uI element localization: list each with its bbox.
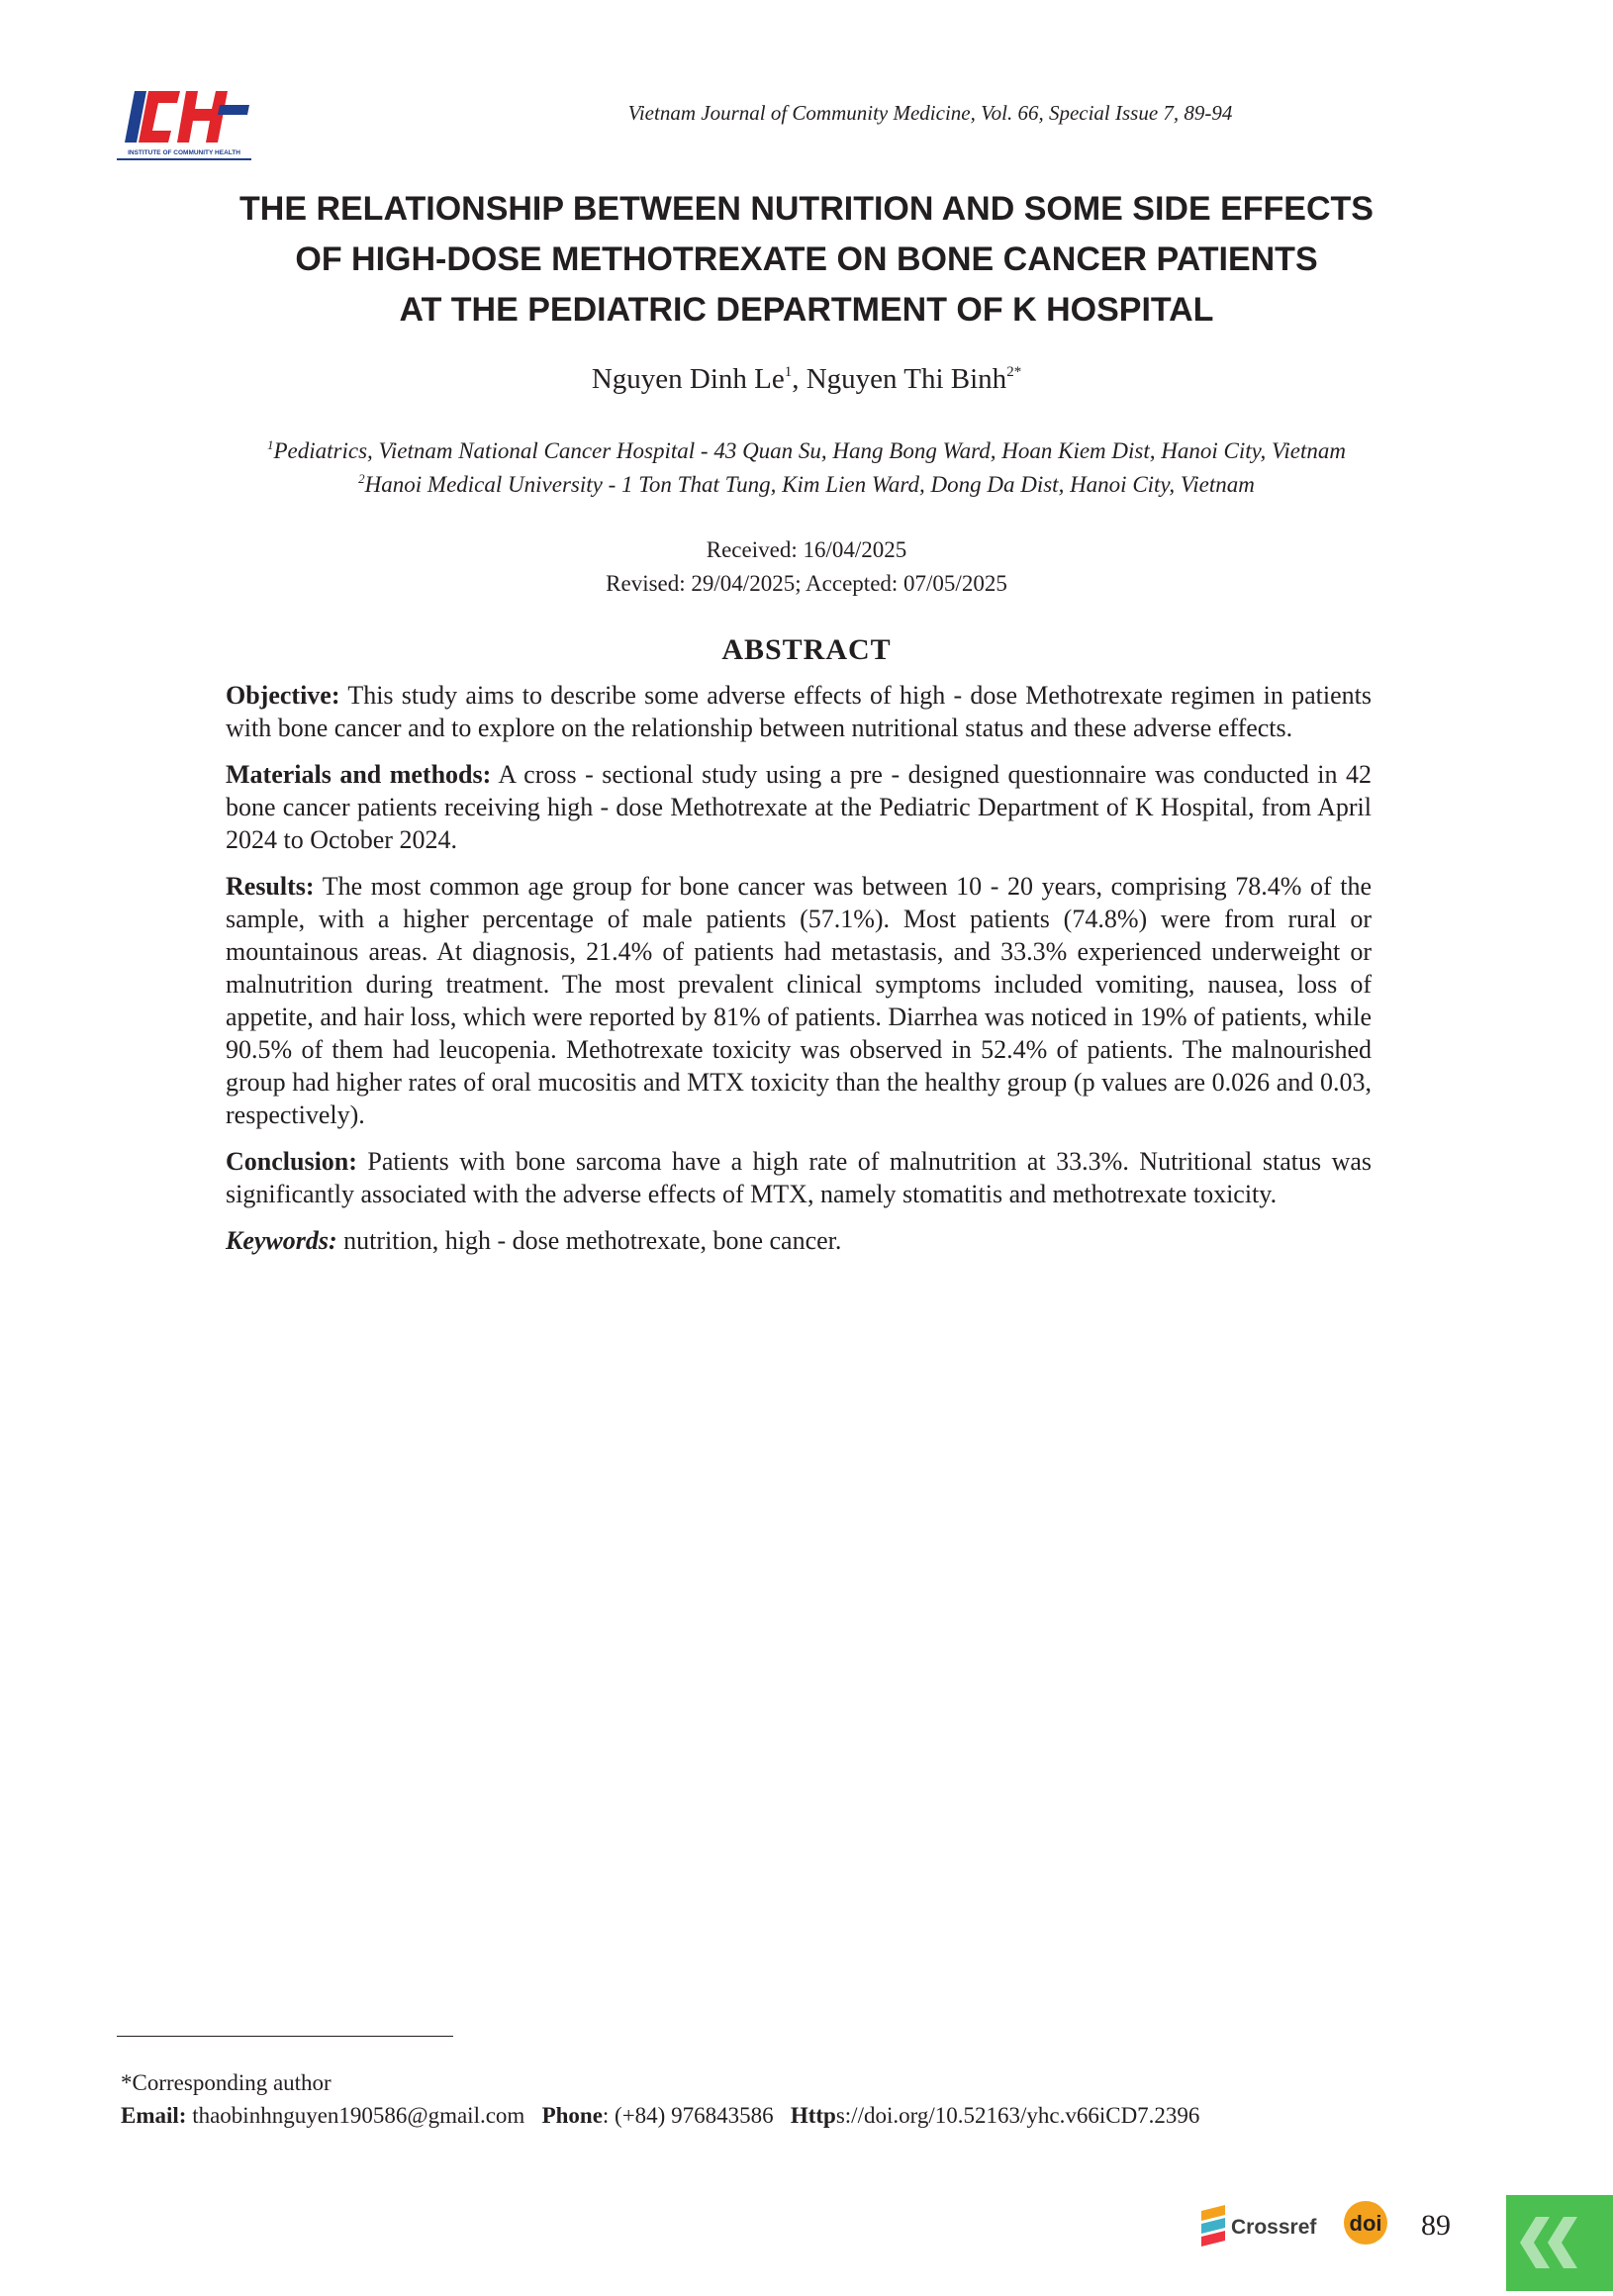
footnote-divider	[117, 2036, 453, 2037]
https-label: Http	[790, 2103, 836, 2128]
email-label: Email:	[121, 2103, 187, 2128]
crossref-doi-badge[interactable]	[1199, 2197, 1389, 2248]
footnote	[121, 2066, 1199, 2132]
keywords-label: Keywords:	[226, 1226, 337, 1255]
double-chevron-left-icon	[1506, 2195, 1613, 2291]
abstract-body	[226, 679, 1372, 1271]
phone-number: : (+84) 976843586	[602, 2103, 774, 2128]
keywords-text: nutrition, high - dose methotrexate, bone cancer.	[343, 1226, 842, 1255]
keywords	[226, 1224, 1372, 1257]
affiliation-number: 2	[358, 471, 365, 486]
page-number: 89	[1421, 2209, 1451, 2242]
crossref-icon	[1201, 2205, 1225, 2221]
affiliation	[0, 468, 1613, 502]
received-date: Received: 16/04/2025	[706, 537, 907, 562]
author-affiliation-mark: 2*	[1006, 364, 1022, 380]
author-affiliation-mark: 1	[784, 364, 793, 380]
phone-label: Phone	[541, 2103, 603, 2128]
section-text: A cross - sectional study using a pre - designed questionnaire was conducted in 42 bone cancer patients receiving high - dose Methotrexate at the Pediatric Department of K Hospital, from April 2024 to October 2024.	[226, 760, 1372, 854]
affiliation-number: 1	[266, 437, 274, 452]
journal-citation: Vietnam Journal of Community Medicine, Vol. 66, Special Issue 7, 89-94	[627, 101, 1233, 125]
abstract-methods	[226, 758, 1372, 856]
email-link[interactable]: thaobinhnguyen190586@gmail.com	[192, 2103, 525, 2128]
institute-logo	[117, 87, 251, 162]
section-label: Objective:	[226, 681, 340, 710]
crossref-label: Crossref	[1231, 2216, 1317, 2239]
abstract-results	[226, 870, 1372, 1131]
affiliations	[0, 434, 1613, 502]
page-corner-tab	[1506, 2195, 1613, 2291]
abstract-heading: ABSTRACT	[721, 633, 892, 666]
affiliation	[0, 434, 1613, 468]
author-list: Nguyen Dinh Le$^1$, Nguyen Thi Binh$^{2*}$	[591, 363, 1022, 395]
abstract-conclusion	[226, 1145, 1372, 1210]
section-label: Materials and methods:	[226, 760, 492, 789]
abstract-objective	[226, 679, 1372, 744]
logo-caption: INSTITUTE OF COMMUNITY HEALTH	[128, 149, 240, 156]
section-label: Results:	[226, 872, 315, 901]
title-line: OF HIGH-DOSE METHOTREXATE ON BONE CANCER PATIENTS	[295, 240, 1318, 278]
title-line: THE RELATIONSHIP BETWEEN NUTRITION AND SOME SIDE EFFECTS	[239, 190, 1374, 228]
affiliation-text: Pediatrics, Vietnam National Cancer Hospital - 43 Quan Su, Hang Bong Ward, Hoan Kiem Dist, Hanoi City, Vietnam	[273, 438, 1346, 463]
paper-title	[99, 184, 1514, 335]
title-line: AT THE PEDIATRIC DEPARTMENT OF K HOSPITAL	[399, 291, 1214, 329]
section-text: The most common age group for bone cancer was between 10 - 20 years, comprising 78.4% of the sample, with a higher percentage of male patients (57.1%). Most patients (74.8%) were from rural or mountainous areas. At diagnosis, 21.4% of patients had metastasis, and 33.3% experienced underweight or malnutrition during treatment. The most prevalent clinical symptoms included vomiting, nausea, loss of appetite, and hair loss, which were reported by 81% of patients. Diarrhea was noticed in 19% of patients, while 90.5% of them had leucopenia. Methotrexate toxicity was observed in 52.4% of patients. The malnourished group had higher rates of oral mucositis and MTX toxicity than the healthy group (p values are 0.026 and 0.03, respectively).	[226, 872, 1372, 1129]
article-dates	[0, 533, 1613, 601]
contact-line	[121, 2099, 1199, 2132]
doi-link[interactable]: s://doi.org/10.52163/yhc.v66iCD7.2396	[835, 2103, 1200, 2128]
section-text: Patients with bone sarcoma have a high rate of malnutrition at 33.3%. Nutritional status was significantly associated with the adverse effects of MTX, namely stomatitis and methotrexate toxicity.	[226, 1147, 1373, 1208]
doi-badge-text: doi	[1349, 2211, 1382, 2236]
section-label: Conclusion:	[226, 1147, 357, 1176]
author-name: Nguyen Dinh Le	[591, 363, 785, 395]
corresponding-author-note: *Corresponding author	[121, 2070, 332, 2095]
revised-accepted-date: Revised: 29/04/2025; Accepted: 07/05/2025	[606, 571, 1007, 596]
section-text: This study aims to describe some adverse effects of high - dose Methotrexate regimen in patients with bone cancer and to explore on the relationship between nutritional status and these adverse effects.	[226, 681, 1372, 742]
author-name: Nguyen Thi Binh	[806, 363, 1007, 395]
affiliation-text: Hanoi Medical University - 1 Ton That Tung, Kim Lien Ward, Dong Da Dist, Hanoi City, Vietnam	[364, 472, 1255, 497]
